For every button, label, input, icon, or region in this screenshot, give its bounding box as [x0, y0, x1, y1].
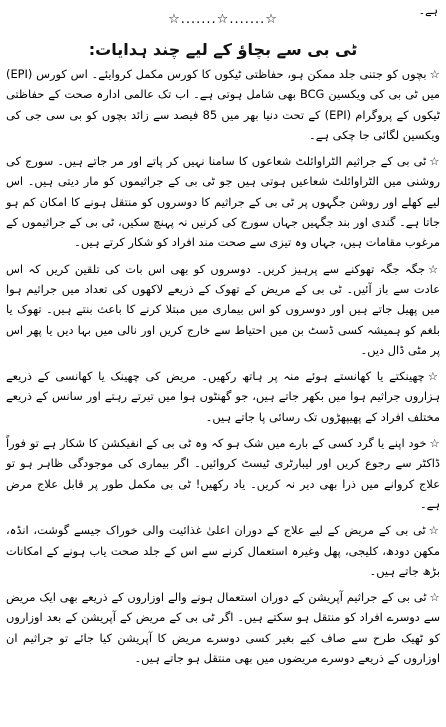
tip-paragraph — [6, 587, 440, 668]
tip-text: جگہ جگہ تھوکنے سے پرہیز کریں۔ دوسروں کو بھی اس بات کی تلقین کریں کہ اس عادت سے باز آئیں۔ ٹی بی کے مریض کے تھوک کے ذریعے لاکھوں کی تعداد میں جراثیم ہوا میں پھیل جاتے ہیں اور دوسروں کو اس بیماری میں مبتلا کرنے کا باعث بنتے ہیں۔ تھوک یا بلغم کو ہمیشہ کسی ڈسٹ بن میں احتیاط سے خارج کریں اور نالی میں بہا دیں یا پھر اس پر مٹی ڈال دیں۔ — [6, 261, 440, 357]
tip-text: بچوں کو جتنی جلد ممکن ہو، حفاظتی ٹیکوں کا کورس مکمل کروایئے۔ اس کورس (EPI) میں ٹی بی کی ویکسین BCG بھی شامل ہوتی ہے۔ اب تک عالمی ادارہ صحت کے حفاظتی ٹیکوں کے پروگرام (EPI) کے تحت دنیا بھر میں 85 فیصد سے زائد بچوں کو بی سی جی کی ویکسین لگائی جا چکی ہے۔ — [6, 67, 441, 142]
tip-paragraph — [6, 151, 440, 252]
tip-text: ٹی بی کے جراثیم آپریشن کے دوران استعمال ہونے والے اوزاروں کے ذریعے بھی ایک مریض سے دوسرے افراد کو منتقل ہو سکتے ہیں۔ اگر ٹی بی کے مریض کے آپریشن کے بعد اوزاروں کو ٹھیک طرح سے صاف کیے بغیر کسی دوسرے مریض کا آپریشن کیا جائے تو جراثیم ان اوزاروں کے ذریعے دوسرے مریضوں میں بھی منتقل ہو جاتے ہیں۔ — [6, 590, 440, 666]
star-bullet-icon: ☆ — [427, 369, 441, 384]
tip-paragraph — [6, 433, 440, 514]
star-bullet-icon: ☆ — [429, 154, 440, 169]
star-bullet-icon: ☆ — [428, 523, 440, 538]
star-bullet-icon: ☆ — [429, 67, 440, 81]
star-bullet-icon: ☆ — [429, 590, 440, 605]
tip-paragraph — [6, 64, 440, 145]
tip-paragraph — [6, 520, 440, 581]
tip-text: ٹی بی کے مریض کے لیے علاج کے دوران اعلیٰ غذائیت والی خوراک جیسے گوشت، انڈہ، مکھن دودھ، کلیجی، پھل وغیرہ استعمال کرنے سے اس کے جلد صحت یاب ہونے کے امکانات بڑھ جاتے ہیں۔ — [6, 523, 440, 578]
star-bullet-icon: ☆ — [429, 436, 440, 451]
tip-paragraph — [6, 366, 440, 427]
tips-list — [6, 64, 440, 674]
star-bullet-icon: ☆ — [428, 261, 440, 276]
previous-page-tail-text: ہے۔ — [418, 4, 438, 17]
tip-text: چھینکتے یا کھانستے ہوئے منہ پر ہاتھ رکھیں۔ مریض کی چھینک یا کھانسی کے ذریعے ہزاروں جراثیم ہوا میں بکھر جاتے ہیں، جو گھنٹوں ہوا میں تیرتے رہتے اور سانس کے ذریعے مختلف افراد کے پھیپھڑوں تک رسائی پا جاتے ہیں۔ — [6, 369, 440, 424]
section-title: ٹی بی سے بچاؤ کے لیے چند ہدایات: — [88, 40, 358, 59]
tip-text: ٹی بی کے جراثیم الٹراوائلٹ شعاعوں کا سامنا نہیں کر پاتے اور مر جاتے ہیں۔ سورج کی روشنی میں الٹراوائلٹ شعاعیں ہوتی ہیں جو ٹی بی کے جراثیموں کو مار دیتی ہیں۔ اس لیے کھلے اور روشن جگہوں پر ٹی بی کے جراثیم کا دوسروں کو منتقل ہونے کا امکان کم ہو جاتا ہے۔ گندی اور بند جگہیں جہاں سورج کی کرنیں نہ پہنچ سکیں، ٹی بی کے جراثیموں کے مرغوب مقامات ہیں، جہاں وہ تیزی سے صحت مند افراد کو شکار کرتے ہیں۔ — [6, 154, 440, 250]
star-divider: ☆.......☆.......☆ — [168, 12, 278, 27]
tip-paragraph — [6, 259, 440, 360]
tip-text: خود اپنے یا گرد کسی کے بارے میں شک ہو کہ وہ ٹی بی کے انفیکشن کا شکار ہے تو فوراً ڈاکٹر سے رجوع کریں اور لیبارٹری ٹیسٹ کروائیں۔ اگر بیماری کی موجودگی ظاہر ہو تو علاج کروانے میں ذرا بھی دیر نہ کریں۔ یاد رکھیں! ٹی بی مکمل طور پر قابل علاج مرض ہے۔ — [6, 436, 440, 511]
